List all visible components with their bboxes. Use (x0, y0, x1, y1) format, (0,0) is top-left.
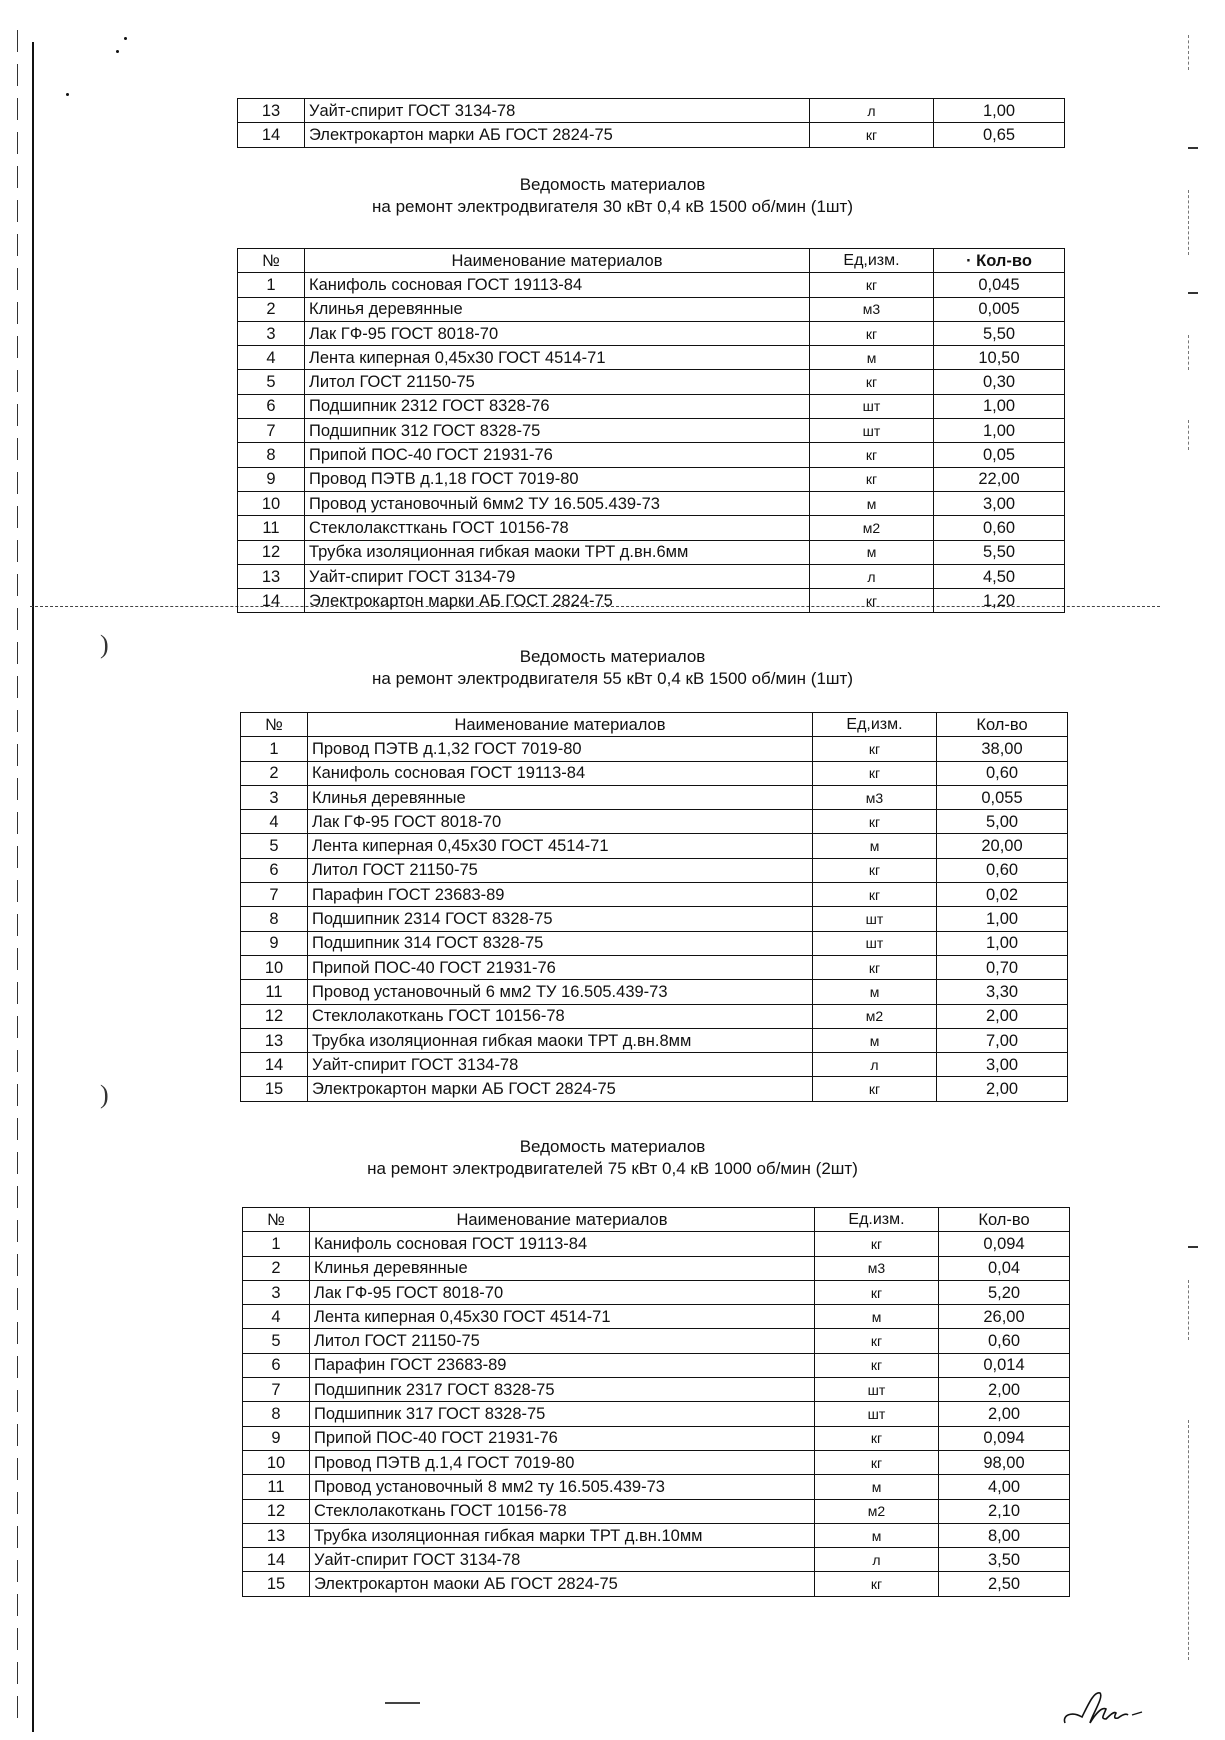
table-row (238, 589, 1065, 613)
material-name: Уайт-спирит ГОСТ 3134-78 (310, 1548, 815, 1572)
table-row (238, 370, 1065, 394)
material-name: Лента киперная 0,45х30 ГОСТ 4514-71 (310, 1305, 815, 1329)
row-number: 14 (241, 1053, 308, 1077)
row-number: 10 (243, 1450, 310, 1474)
unit-of-measure: м (813, 980, 937, 1004)
edge-mark (1188, 147, 1198, 149)
row-number: 3 (241, 785, 308, 809)
section-heading: Ведомость материалов (519, 647, 706, 666)
row-number: 4 (238, 346, 305, 370)
table-header-row (238, 249, 1065, 273)
row-number: 13 (238, 99, 305, 123)
quantity: 26,00 (939, 1305, 1070, 1329)
table-row (243, 1232, 1070, 1256)
edge-mark (1188, 35, 1197, 70)
unit-of-measure: л (810, 99, 934, 123)
material-name: Стеклолакоткань ГОСТ 10156-78 (308, 1004, 813, 1028)
unit-of-measure: кг (815, 1426, 939, 1450)
table-row (241, 785, 1068, 809)
quantity: 5,50 (934, 540, 1065, 564)
quantity: 4,50 (934, 564, 1065, 588)
table-row (241, 810, 1068, 834)
table-row (241, 761, 1068, 785)
unit-of-measure: л (813, 1053, 937, 1077)
material-name: Трубка изоляционная гибкая маоки ТРТ д.вн.6мм (305, 540, 810, 564)
table-row (243, 1450, 1070, 1474)
quantity: 0,02 (937, 883, 1068, 907)
quantity: 2,10 (939, 1499, 1070, 1523)
quantity: 0,094 (939, 1232, 1070, 1256)
table-row (243, 1378, 1070, 1402)
unit-of-measure: кг (813, 810, 937, 834)
unit-of-measure: шт (813, 907, 937, 931)
material-name: Стеклолакстткань ГОСТ 10156-78 (305, 516, 810, 540)
unit-of-measure: м (813, 834, 937, 858)
material-name: Трубка изоляционная гибкая марки ТРТ д.вн.10мм (310, 1523, 815, 1547)
material-name: Клинья деревянные (310, 1256, 815, 1280)
quantity: 1,00 (934, 99, 1065, 123)
scan-speck (124, 37, 127, 40)
row-number: 8 (243, 1402, 310, 1426)
row-number: 3 (243, 1280, 310, 1304)
quantity: 0,05 (934, 443, 1065, 467)
unit-of-measure: кг (815, 1329, 939, 1353)
unit-of-measure: м (810, 540, 934, 564)
table-row (243, 1305, 1070, 1329)
unit-of-measure: шт (815, 1378, 939, 1402)
material-name: Подшипник 2312 ГОСТ 8328-76 (305, 394, 810, 418)
quantity: 1,00 (934, 419, 1065, 443)
table-row (238, 394, 1065, 418)
quantity: 7,00 (937, 1028, 1068, 1052)
row-number: 6 (241, 858, 308, 882)
materials-table-continued (237, 98, 1065, 148)
table-row (241, 955, 1068, 979)
row-number: 1 (241, 737, 308, 761)
row-number: 3 (238, 321, 305, 345)
quantity: 38,00 (937, 737, 1068, 761)
table-row (241, 980, 1068, 1004)
row-number: 9 (241, 931, 308, 955)
table-row (238, 419, 1065, 443)
row-number: 1 (238, 273, 305, 297)
binding-margin-dashed-line (17, 30, 18, 1730)
edge-mark (1188, 1246, 1198, 1248)
unit-of-measure: м2 (813, 1004, 937, 1028)
table-row (243, 1499, 1070, 1523)
table-row (243, 1353, 1070, 1377)
hole-punch-mark: ) (100, 630, 109, 659)
material-name: Стеклолакоткань ГОСТ 10156-78 (310, 1499, 815, 1523)
materials-table-55kw (240, 712, 1068, 1102)
table-row (241, 1077, 1068, 1101)
table-row (241, 1028, 1068, 1052)
table-row (238, 467, 1065, 491)
row-number: 8 (241, 907, 308, 931)
footer-dash (385, 1702, 420, 1704)
material-name: Клинья деревянные (305, 297, 810, 321)
row-number: 1 (243, 1232, 310, 1256)
column-header-num: № (238, 249, 305, 273)
material-name: Парафин ГОСТ 23683-89 (310, 1353, 815, 1377)
quantity: 3,50 (939, 1548, 1070, 1572)
row-number: 2 (238, 297, 305, 321)
unit-of-measure: кг (815, 1572, 939, 1596)
edge-mark (1188, 292, 1198, 294)
quantity: 0,60 (934, 516, 1065, 540)
table-row (243, 1548, 1070, 1572)
unit-of-measure: кг (810, 589, 934, 613)
unit-of-measure: кг (813, 737, 937, 761)
binding-margin-line (32, 42, 34, 1732)
section-heading: Ведомость материалов (519, 1137, 706, 1156)
table-row (241, 883, 1068, 907)
row-number: 14 (238, 589, 305, 613)
unit-of-measure: кг (813, 761, 937, 785)
row-number: 7 (238, 419, 305, 443)
quantity: 0,60 (939, 1329, 1070, 1353)
material-name: Лента киперная 0,45х30 ГОСТ 4514-71 (305, 346, 810, 370)
row-number: 11 (238, 516, 305, 540)
table-row (243, 1426, 1070, 1450)
unit-of-measure: м3 (813, 785, 937, 809)
table-row (243, 1523, 1070, 1547)
quantity: 0,005 (934, 297, 1065, 321)
row-number: 9 (238, 467, 305, 491)
unit-of-measure: кг (815, 1232, 939, 1256)
section-title (0, 1136, 1225, 1180)
row-number: 4 (241, 810, 308, 834)
edge-mark (1188, 420, 1197, 450)
unit-of-measure: м (813, 1028, 937, 1052)
unit-of-measure: кг (813, 858, 937, 882)
table-row (238, 321, 1065, 345)
row-number: 12 (241, 1004, 308, 1028)
row-number: 14 (243, 1548, 310, 1572)
material-name: Уайт-спирит ГОСТ 3134-78 (305, 99, 810, 123)
material-name: Припой ПОС-40 ГОСТ 21931-76 (310, 1426, 815, 1450)
column-header-unit: Ед.изм. (815, 1208, 939, 1232)
row-number: 2 (241, 761, 308, 785)
table-row (243, 1280, 1070, 1304)
section-heading: Ведомость материалов (519, 175, 706, 194)
quantity: 0,70 (937, 955, 1068, 979)
row-number: 8 (238, 443, 305, 467)
unit-of-measure: шт (810, 419, 934, 443)
table-row (238, 346, 1065, 370)
quantity: 98,00 (939, 1450, 1070, 1474)
table-row (238, 491, 1065, 515)
material-name: Провод ПЭТВ д.1,18 ГОСТ 7019-80 (305, 467, 810, 491)
material-name: Лента киперная 0,45х30 ГОСТ 4514-71 (308, 834, 813, 858)
unit-of-measure: кг (810, 467, 934, 491)
table-header-row (241, 713, 1068, 737)
material-name: Подшипник 312 ГОСТ 8328-75 (305, 419, 810, 443)
column-header-qty: Кол-во (937, 713, 1068, 737)
quantity: 3,00 (937, 1053, 1068, 1077)
edge-mark (1188, 1420, 1197, 1660)
section-subheading: на ремонт электродвигателя 30 кВт 0,4 кВ 1500 об/мин (1шт) (372, 197, 853, 216)
row-number: 13 (241, 1028, 308, 1052)
table-row (241, 737, 1068, 761)
unit-of-measure: кг (815, 1450, 939, 1474)
unit-of-measure: кг (813, 955, 937, 979)
quantity: 5,20 (939, 1280, 1070, 1304)
material-name: Литол ГОСТ 21150-75 (305, 370, 810, 394)
unit-of-measure: м (810, 346, 934, 370)
table-row (241, 907, 1068, 931)
material-name: Провод установочный 6мм2 ТУ 16.505.439-73 (305, 491, 810, 515)
unit-of-measure: кг (813, 1077, 937, 1101)
quantity: 2,00 (939, 1402, 1070, 1426)
material-name: Клинья деревянные (308, 785, 813, 809)
material-name: Провод ПЭТВ д.1,32 ГОСТ 7019-80 (308, 737, 813, 761)
table-row (241, 931, 1068, 955)
quantity: 0,60 (937, 761, 1068, 785)
material-name: Провод установочный 8 мм2 ту 16.505.439-73 (310, 1475, 815, 1499)
column-header-unit: Ед,изм. (810, 249, 934, 273)
quantity: 4,00 (939, 1475, 1070, 1499)
quantity: 0,30 (934, 370, 1065, 394)
row-number: 10 (241, 955, 308, 979)
unit-of-measure: м3 (815, 1256, 939, 1280)
row-number: 11 (241, 980, 308, 1004)
handwritten-signature (1060, 1685, 1150, 1730)
unit-of-measure: кг (810, 443, 934, 467)
table-row (243, 1572, 1070, 1596)
material-name: Подшипник 2317 ГОСТ 8328-75 (310, 1378, 815, 1402)
material-name: Подшипник 314 ГОСТ 8328-75 (308, 931, 813, 955)
row-number: 10 (238, 491, 305, 515)
quantity: 0,094 (939, 1426, 1070, 1450)
quantity: 3,00 (934, 491, 1065, 515)
table-row (241, 834, 1068, 858)
table-row (241, 1053, 1068, 1077)
unit-of-measure: м (810, 491, 934, 515)
quantity: 2,50 (939, 1572, 1070, 1596)
quantity: 1,00 (937, 931, 1068, 955)
material-name: Литол ГОСТ 21150-75 (310, 1329, 815, 1353)
row-number: 2 (243, 1256, 310, 1280)
unit-of-measure: шт (813, 931, 937, 955)
quantity: 2,00 (939, 1378, 1070, 1402)
row-number: 15 (243, 1572, 310, 1596)
scan-speck (66, 93, 69, 96)
material-name: Канифоль сосновая ГОСТ 19113-84 (310, 1232, 815, 1256)
column-header-num: № (241, 713, 308, 737)
table-row (243, 1402, 1070, 1426)
unit-of-measure: м (815, 1305, 939, 1329)
table-row (238, 540, 1065, 564)
material-name: Лак ГФ-95 ГОСТ 8018-70 (305, 321, 810, 345)
table-row (238, 273, 1065, 297)
material-name: Уайт-спирит ГОСТ 3134-78 (308, 1053, 813, 1077)
quantity: 1,20 (934, 589, 1065, 613)
table-row (238, 516, 1065, 540)
row-number: 7 (243, 1378, 310, 1402)
row-number: 6 (238, 394, 305, 418)
material-name: Припой ПОС-40 ГОСТ 21931-76 (308, 955, 813, 979)
row-number: 5 (238, 370, 305, 394)
material-name: Подшипник 317 ГОСТ 8328-75 (310, 1402, 815, 1426)
section-subheading: на ремонт электродвигателей 75 кВт 0,4 кВ 1000 об/мин (2шт) (367, 1159, 858, 1178)
table-row (243, 1475, 1070, 1499)
unit-of-measure: шт (810, 394, 934, 418)
quantity: 5,00 (937, 810, 1068, 834)
quantity: 3,30 (937, 980, 1068, 1004)
row-number: 15 (241, 1077, 308, 1101)
material-name: Трубка изоляционная гибкая маоки ТРТ д.вн.8мм (308, 1028, 813, 1052)
quantity: 2,00 (937, 1077, 1068, 1101)
row-number: 12 (243, 1499, 310, 1523)
row-number: 7 (241, 883, 308, 907)
quantity: 22,00 (934, 467, 1065, 491)
row-number: 14 (238, 123, 305, 147)
table-row (238, 564, 1065, 588)
row-number: 12 (238, 540, 305, 564)
table-row (238, 297, 1065, 321)
quantity: 1,00 (934, 394, 1065, 418)
material-name: Электрокартон марки АБ ГОСТ 2824-75 (308, 1077, 813, 1101)
quantity: 1,00 (937, 907, 1068, 931)
row-number: 5 (243, 1329, 310, 1353)
material-name: Провод ПЭТВ д.1,4 ГОСТ 7019-80 (310, 1450, 815, 1474)
quantity: 20,00 (937, 834, 1068, 858)
material-name: Подшипник 2314 ГОСТ 8328-75 (308, 907, 813, 931)
material-name: Лак ГФ-95 ГОСТ 8018-70 (308, 810, 813, 834)
quantity: 0,60 (937, 858, 1068, 882)
unit-of-measure: кг (810, 370, 934, 394)
row-number: 13 (238, 564, 305, 588)
unit-of-measure: м (815, 1475, 939, 1499)
material-name: Электрокартон маоки АБ ГОСТ 2824-75 (310, 1572, 815, 1596)
material-name: Провод установочный 6 мм2 ТУ 16.505.439-73 (308, 980, 813, 1004)
unit-of-measure: м2 (815, 1499, 939, 1523)
column-header-qty: · Кол-во (934, 249, 1065, 273)
hole-punch-mark: ) (100, 1080, 109, 1109)
column-header-qty: Кол-во (939, 1208, 1070, 1232)
unit-of-measure: м2 (810, 516, 934, 540)
edge-mark (1188, 1280, 1197, 1340)
material-name: Электрокартон марки АБ ГОСТ 2824-75 (305, 589, 810, 613)
row-number: 9 (243, 1426, 310, 1450)
column-header-name: Наименование материалов (310, 1208, 815, 1232)
table-row (238, 99, 1065, 123)
quantity: 0,055 (937, 785, 1068, 809)
row-number: 4 (243, 1305, 310, 1329)
table-row (241, 1004, 1068, 1028)
materials-table-75kw (242, 1207, 1070, 1597)
unit-of-measure: кг (810, 321, 934, 345)
material-name: Канифоль сосновая ГОСТ 19113-84 (308, 761, 813, 785)
quantity: 5,50 (934, 321, 1065, 345)
edge-mark (1188, 335, 1197, 370)
section-title (0, 174, 1225, 218)
material-name: Лак ГФ-95 ГОСТ 8018-70 (310, 1280, 815, 1304)
table-row (238, 123, 1065, 147)
material-name: Литол ГОСТ 21150-75 (308, 858, 813, 882)
quantity: 0,65 (934, 123, 1065, 147)
column-header-name: Наименование материалов (305, 249, 810, 273)
unit-of-measure: м3 (810, 297, 934, 321)
material-name: Электрокартон марки АБ ГОСТ 2824-75 (305, 123, 810, 147)
table-row (243, 1256, 1070, 1280)
row-number: 5 (241, 834, 308, 858)
quantity: 0,045 (934, 273, 1065, 297)
unit-of-measure: л (815, 1548, 939, 1572)
unit-of-measure: шт (815, 1402, 939, 1426)
column-header-name: Наименование материалов (308, 713, 813, 737)
unit-of-measure: л (810, 564, 934, 588)
quantity: 10,50 (934, 346, 1065, 370)
row-number: 13 (243, 1523, 310, 1547)
table-row (238, 443, 1065, 467)
unit-of-measure: кг (810, 273, 934, 297)
row-number: 11 (243, 1475, 310, 1499)
quantity: 2,00 (937, 1004, 1068, 1028)
table-row (241, 858, 1068, 882)
section-title (0, 646, 1225, 690)
material-name: Уайт-спирит ГОСТ 3134-79 (305, 564, 810, 588)
unit-of-measure: кг (810, 123, 934, 147)
column-header-num: № (243, 1208, 310, 1232)
quantity: 0,04 (939, 1256, 1070, 1280)
table-row (243, 1329, 1070, 1353)
column-header-unit: Ед,изм. (813, 713, 937, 737)
material-name: Канифоль сосновая ГОСТ 19113-84 (305, 273, 810, 297)
unit-of-measure: кг (815, 1353, 939, 1377)
unit-of-measure: кг (815, 1280, 939, 1304)
materials-table-30kw (237, 248, 1065, 613)
material-name: Припой ПОС-40 ГОСТ 21931-76 (305, 443, 810, 467)
row-number: 6 (243, 1353, 310, 1377)
quantity: 0,014 (939, 1353, 1070, 1377)
material-name: Парафин ГОСТ 23683-89 (308, 883, 813, 907)
unit-of-measure: кг (813, 883, 937, 907)
quantity: 8,00 (939, 1523, 1070, 1547)
scan-speck (116, 50, 119, 53)
unit-of-measure: м (815, 1523, 939, 1547)
table-header-row (243, 1208, 1070, 1232)
section-subheading: на ремонт электродвигателя 55 кВт 0,4 кВ 1500 об/мин (1шт) (372, 669, 853, 688)
